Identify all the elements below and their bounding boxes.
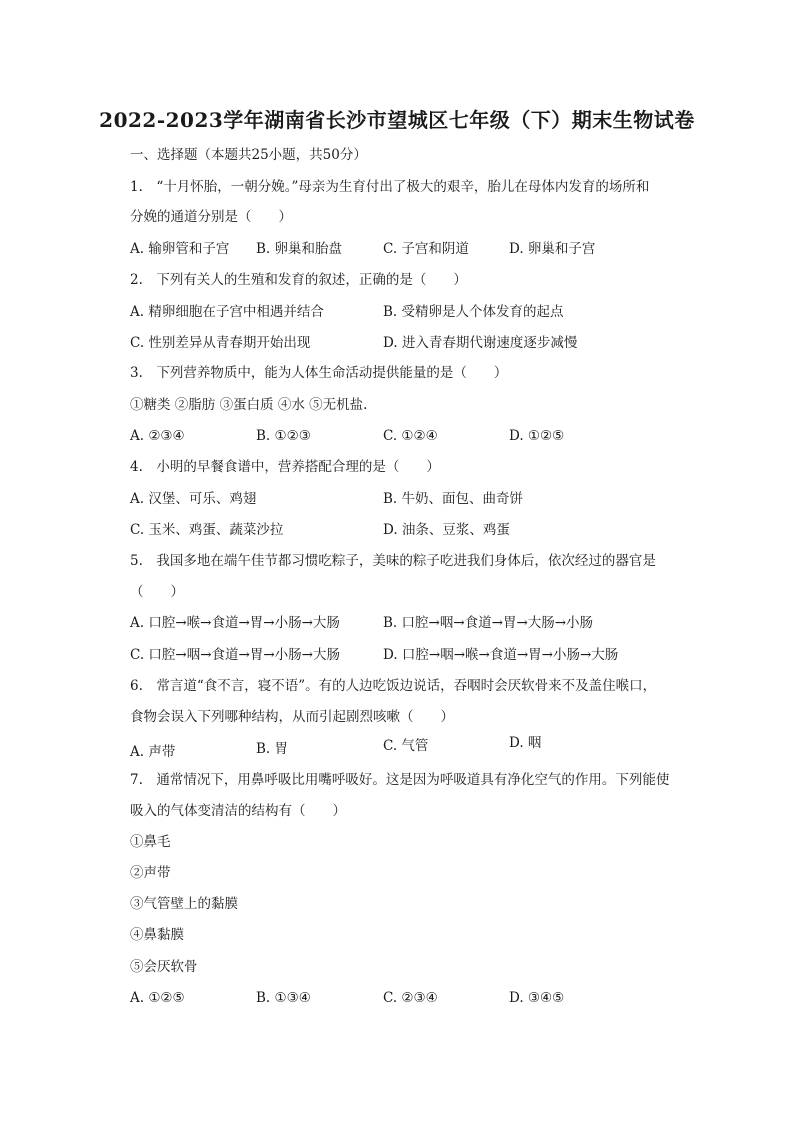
question-6-option-a: A. 声带 xyxy=(130,744,176,760)
question-7-item-2: ②声带 xyxy=(130,865,171,881)
question-7-item-4: ④鼻黏膜 xyxy=(130,927,184,943)
exam-title: 2022-2023学年湖南省长沙市望城区七年级（下）期末生物试卷 xyxy=(99,108,695,132)
question-6-stem-line-1: 6. 常言道“食不言，寝不语”。有的人边吃饭边说话，吞咽时会厌软骨来不及盖住喉口， xyxy=(130,678,657,694)
question-3-option-c: C. ①②④ xyxy=(383,428,438,444)
question-3-stem-line-1: 3. 下列营养物质中，能为人体生命活动提供能量的是（ ） xyxy=(130,365,508,381)
question-2-option-d: D. 进入青春期代谢速度逐步减慢 xyxy=(383,335,578,351)
question-5-option-d: D. 口腔→咽→喉→食道→胃→小肠→大肠 xyxy=(383,647,619,663)
question-4-option-a: A. 汉堡、可乐、鸡翅 xyxy=(130,491,257,507)
question-1-stem-line-1: 1. “十月怀胎，一朝分娩。”母亲为生育付出了极大的艰辛，胎儿在母体内发育的场所和 xyxy=(130,179,650,195)
question-1-option-b: B. 卵巢和胎盘 xyxy=(256,241,343,257)
question-4-option-c: C. 玉米、鸡蛋、蔬菜沙拉 xyxy=(130,522,284,538)
question-5-option-c: C. 口腔→咽→食道→胃→小肠→大肠 xyxy=(130,647,340,663)
question-7-item-5: ⑤会厌软骨 xyxy=(130,959,198,975)
question-7-stem-line-2: 吸入的气体变清洁的结构有（ ） xyxy=(130,803,346,819)
question-3-option-b: B. ①②③ xyxy=(256,428,311,444)
question-4-stem-line-1: 4. 小明的早餐食谱中，营养搭配合理的是（ ） xyxy=(130,459,440,475)
question-7-option-a: A. ①②⑤ xyxy=(130,990,185,1006)
section-heading: 一、选择题（本题共25小题，共50分） xyxy=(130,147,367,163)
question-3-stem-line-2: ①糖类 ②脂肪 ③蛋白质 ④水 ⑤无机盐. xyxy=(130,397,368,413)
question-5-stem-line-1: 5. 我国多地在端午佳节都习惯吃粽子，美味的粽子吃进我们身体后，依次经过的器官是 xyxy=(130,553,656,569)
question-1-option-d: D. 卵巢和子宫 xyxy=(509,241,596,257)
question-4-option-b: B. 牛奶、面包、曲奇饼 xyxy=(383,491,524,507)
question-1-option-c: C. 子宫和阴道 xyxy=(383,241,469,257)
question-3-option-a: A. ②③④ xyxy=(130,428,185,444)
question-2-option-a: A. 精卵细胞在子宫中相遇并结合 xyxy=(130,304,324,320)
question-7-item-1: ①鼻毛 xyxy=(130,834,171,850)
question-2-option-c: C. 性别差异从青春期开始出现 xyxy=(130,335,311,351)
question-5-option-a: A. 口腔→喉→食道→胃→小肠→大肠 xyxy=(130,615,340,631)
question-4-option-d: D. 油条、豆浆、鸡蛋 xyxy=(383,522,510,538)
question-1-stem-line-2: 分娩的通道分别是（ ） xyxy=(130,209,292,225)
question-7-item-3: ③气管壁上的黏膜 xyxy=(130,896,238,912)
question-2-stem-line-1: 2. 下列有关人的生殖和发育的叙述，正确的是（ ） xyxy=(130,272,467,288)
question-7-option-c: C. ②③④ xyxy=(383,990,438,1006)
question-6-option-c: C. 气管 xyxy=(383,738,429,754)
question-6-option-b: B. 胃 xyxy=(256,741,289,757)
question-7-option-d: D. ③④⑤ xyxy=(509,990,565,1006)
question-7-stem-line-1: 7. 通常情况下，用鼻呼吸比用嘴呼吸好。这是因为呼吸道具有净化空气的作用。下列能使 xyxy=(130,772,670,788)
question-3-option-d: D. ①②⑤ xyxy=(509,428,565,444)
question-1-option-a: A. 输卵管和子宫 xyxy=(130,241,230,257)
question-2-option-b: B. 受精卵是人个体发育的起点 xyxy=(383,304,564,320)
question-6-option-d: D. 咽 xyxy=(509,735,542,751)
question-5-option-b: B. 口腔→咽→食道→胃→大肠→小肠 xyxy=(383,615,594,631)
question-7-option-b: B. ①③④ xyxy=(256,990,311,1006)
question-6-stem-line-2: 食物会误入下列哪种结构，从而引起剧烈咳嗽（ ） xyxy=(130,709,454,725)
question-5-stem-line-2: （ ） xyxy=(130,584,184,600)
